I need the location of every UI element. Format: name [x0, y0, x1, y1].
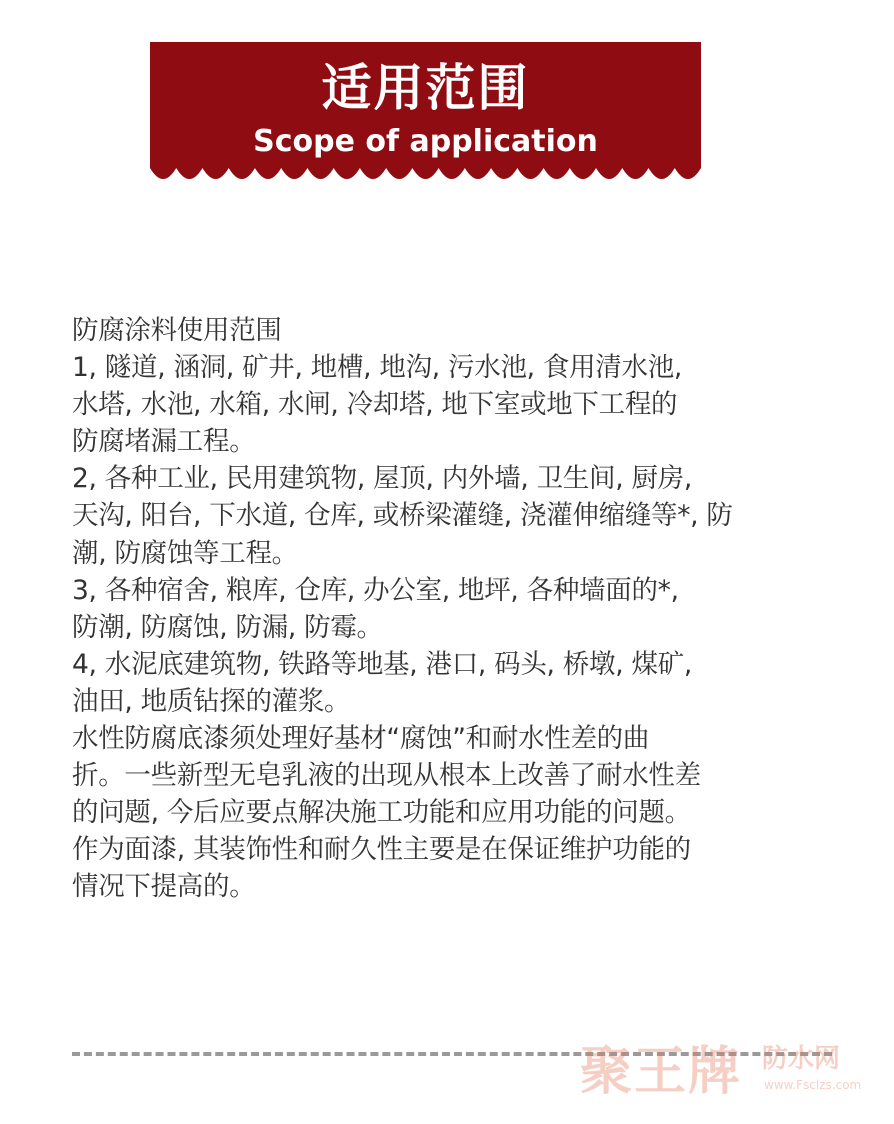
- text-line: 4, 水泥底建筑物, 铁路等地基, 港口, 码头, 桥墩, 煤矿,: [72, 648, 692, 680]
- text-line: 的问题, 今后应要点解决施工功能和应用功能的问题。: [72, 797, 691, 829]
- watermark-sub-text: 防水网: [762, 1044, 841, 1074]
- text-line: 潮, 防腐蚀等工程。: [72, 537, 298, 569]
- text-line: 防腐涂料使用范围: [72, 315, 282, 346]
- watermark-logo: [580, 1040, 870, 1104]
- text-line: 防潮, 防腐蚀, 防漏, 防霉。: [72, 611, 383, 643]
- text-line: 情况下提高的。: [72, 871, 256, 903]
- section-banner: [150, 42, 701, 184]
- application-scope-text: [72, 312, 862, 906]
- text-line: 1, 隧道, 涵洞, 矿井, 地槽, 地沟, 污水池, 食用清水池,: [72, 352, 683, 384]
- banner-subtitle: Scope of application: [253, 124, 598, 159]
- watermark-url: www.Fsclzs.com: [764, 1078, 862, 1092]
- text-line: 水性防腐底漆须处理好基材“腐蚀”和耐水性差的曲: [72, 723, 650, 755]
- text-line: 3, 各种宿舍, 粮库, 仓库, 办公室, 地坪, 各种墙面的*,: [72, 574, 679, 606]
- text-line: 作为面漆, 其装饰性和耐久性主要是在保证维护功能的: [72, 834, 691, 866]
- text-line: 折。一些新型无皂乳液的出现从根本上改善了耐水性差: [72, 760, 701, 792]
- text-line: 水塔, 水池, 水箱, 水闸, 冷却塔, 地下室或地下工程的: [72, 389, 678, 421]
- text-line: 2, 各种工业, 民用建筑物, 屋顶, 内外墙, 卫生间, 厨房,: [72, 463, 692, 495]
- watermark-main-text: 聚王牌: [580, 1042, 743, 1102]
- text-line: 天沟, 阳台, 下水道, 仓库, 或桥梁灌缝, 浇灌伸缩缝等*, 防: [72, 500, 733, 532]
- text-line: 油田, 地质钻探的灌浆。: [72, 685, 351, 717]
- banner-title: 适用范围: [321, 59, 530, 117]
- text-line: 防腐堵漏工程。: [72, 426, 256, 458]
